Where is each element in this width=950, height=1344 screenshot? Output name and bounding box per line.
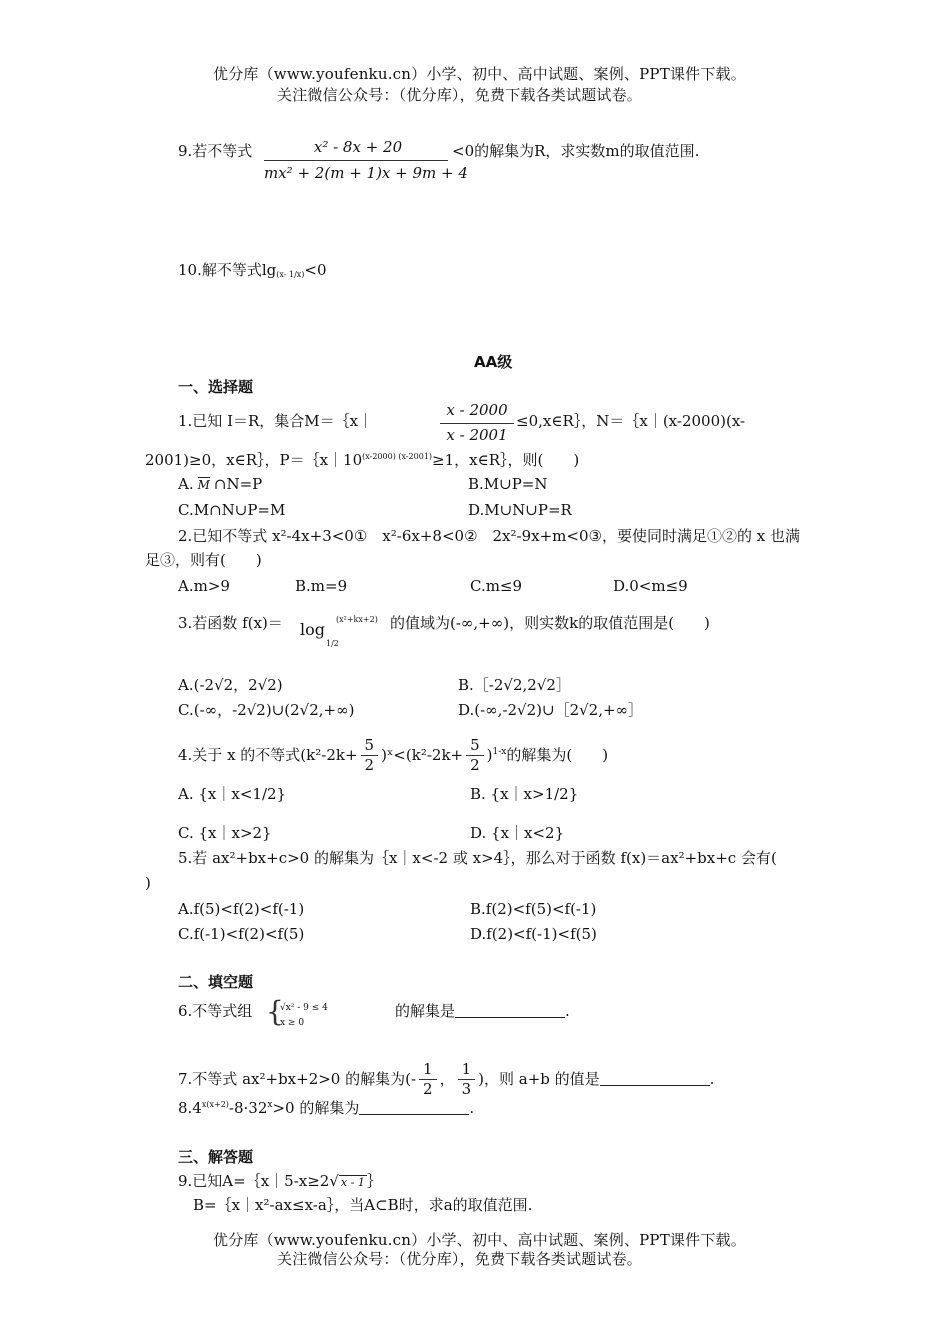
q9-fraction-bar	[264, 160, 448, 161]
q4-option-b: B. {x｜x>1/2}	[470, 785, 579, 803]
q9-denominator: mx² + 2(m + 1)x + 9m + 4	[264, 164, 468, 182]
section-choice: 一、选择题	[178, 378, 254, 396]
q1-line1-b: ≤0,x∈R｝，N＝｛x｜(x-2000)(x-	[516, 412, 746, 430]
q1-denominator: x - 2001	[446, 426, 508, 444]
q5-line2: )	[145, 874, 151, 892]
q8-answer-blank[interactable]	[359, 1114, 469, 1115]
q4-fraction-1: $\frac{5}{2}$	[361, 736, 379, 775]
q4-fraction-2: $\frac{5}{2}$	[466, 736, 484, 775]
q2-line1: 2.已知不等式 x²-4x+3<0① x²-6x+8<0② 2x²-9x+m<0③，要使同时满足①②的 x 也满	[178, 527, 800, 545]
q3-arg: (x²+kx+2)	[336, 615, 378, 624]
q5-option-b: B.f(2)<f(5)<f(-1)	[470, 900, 597, 918]
q6-brace: {	[266, 995, 284, 1028]
q2-option-c: C.m≤9	[470, 577, 523, 595]
sqrt-symbol: √ x - 1	[329, 1172, 365, 1190]
bottom-q9-line1: 9.已知A=｛x｜5-x≥2√ x - 1 ｝	[178, 1172, 382, 1190]
q7-answer-blank[interactable]	[600, 1085, 710, 1086]
q9-suffix: <0的解集为R，求实数m的取值范围.	[452, 142, 700, 160]
q3-option-d: D.(-∞,-2√2)∪［2√2,+∞］	[458, 701, 644, 719]
level-title: AA级	[474, 353, 513, 371]
q1-option-d: D.M∪N∪P=R	[468, 501, 572, 519]
top-question-10: 10.解不等式lg(x- 1/x)<0	[178, 261, 327, 279]
q5-option-d: D.f(2)<f(-1)<f(5)	[470, 925, 597, 943]
q1-option-a: A. M ∩N=P	[178, 475, 263, 493]
q2-option-a: A.m>9	[178, 577, 230, 595]
q1-option-c: C.M∩N∪P=M	[178, 501, 286, 519]
q6-answer-blank[interactable]	[455, 1017, 565, 1018]
bottom-q9-line2: B=｛x｜x²-ax≤x-a｝，当A⊂B时，求a的取值范围.	[193, 1196, 533, 1214]
header-line-2: 关注微信公众号：（优分库），免费下载各类试题试卷。	[277, 86, 643, 104]
header-line-1: 优分库（www.youfenku.cn）小学、初中、高中试题、案例、PPT课件下载。	[213, 65, 746, 83]
q1-fraction-bar	[440, 423, 514, 424]
footer-line-2: 关注微信公众号：（优分库），免费下载各类试题试卷。	[277, 1250, 643, 1268]
q2-option-b: B.m=9	[295, 577, 348, 595]
q2-line2: 足③，则有( )	[145, 551, 262, 569]
section-fill: 二、填空题	[178, 973, 254, 991]
q2-option-d: D.0<m≤9	[613, 577, 688, 595]
q1-numerator: x - 2000	[446, 401, 508, 419]
q7-line: 7.不等式 ax²+bx+2>0 的解集为(- $\frac{1}{2}$ ， $\frac{1}{3}$ )，则 a+b 的值是 .	[178, 1060, 715, 1098]
q3-log: log	[300, 620, 325, 639]
q1-line2: 2001)≥0，x∈R｝，$P=\{x|10^{(x-2000) (x-2001)}\ge 1$，x∈R｝，则( )	[145, 451, 580, 469]
q6-system-2: x ≥ 0	[280, 1018, 305, 1028]
q7-fraction-2: $\frac{1}{3}$	[458, 1060, 476, 1099]
footer-line-1: 优分库（www.youfenku.cn）小学、初中、高中试题、案例、PPT课件下载。	[213, 1231, 746, 1249]
q5-line1: 5.若 ax²+bx+c>0 的解集为｛x｜x<-2 或 x>4｝，那么对于函数 f(x)＝ax²+bx+c 会有(	[178, 849, 777, 867]
q3-option-b: B.［-2√2,2√2］	[458, 676, 571, 694]
q1-option-b: B.M∪P=N	[468, 475, 548, 493]
q3-base: 1/2	[326, 639, 339, 648]
q1-line1-a: 1.已知 I＝R，集合M＝｛x｜	[178, 412, 374, 430]
q9-numerator: x² - 8x + 20	[313, 138, 403, 156]
q3-suffix: 的值域为(-∞,+∞)，则实数k的取值范围是( )	[390, 614, 710, 632]
q3-option-a: A.(-2√2，2√2)	[178, 676, 283, 694]
q3-prefix: 3.若函数 f(x)＝	[178, 614, 283, 632]
q4-option-a: A. {x｜x<1/2}	[178, 785, 287, 803]
section-answer: 三、解答题	[178, 1148, 254, 1166]
q5-option-c: C.f(-1)<f(2)<f(5)	[178, 925, 305, 943]
q3-option-c: C.(-∞，-2√2)∪(2√2,+∞)	[178, 701, 355, 719]
q4-option-c: C. {x｜x>2}	[178, 824, 272, 842]
q6-prefix: 6.不等式组	[178, 1002, 253, 1020]
top-question-9: 9.若不等式	[178, 142, 253, 160]
q4-option-d: D. {x｜x<2}	[470, 824, 565, 842]
q5-option-a: A.f(5)<f(2)<f(-1)	[178, 900, 305, 918]
q4-line: 4.关于 x 的不等式(k²-2k+ $\frac{5}{2}$ )ˣ<(k²-2k+ $\frac{5}{2}$ )$^{1-x}$的解集为( )	[178, 736, 609, 774]
q6-suffix: 的解集是 .	[395, 1002, 570, 1020]
q7-fraction-1: $\frac{1}{2}$	[419, 1060, 437, 1099]
q6-system-1: √x² - 9 ≤ 4	[280, 1003, 328, 1013]
q8-line: $8.4^{x(x+2)}-8\cdot 32^x>0$ 的解集为 .	[178, 1099, 475, 1117]
